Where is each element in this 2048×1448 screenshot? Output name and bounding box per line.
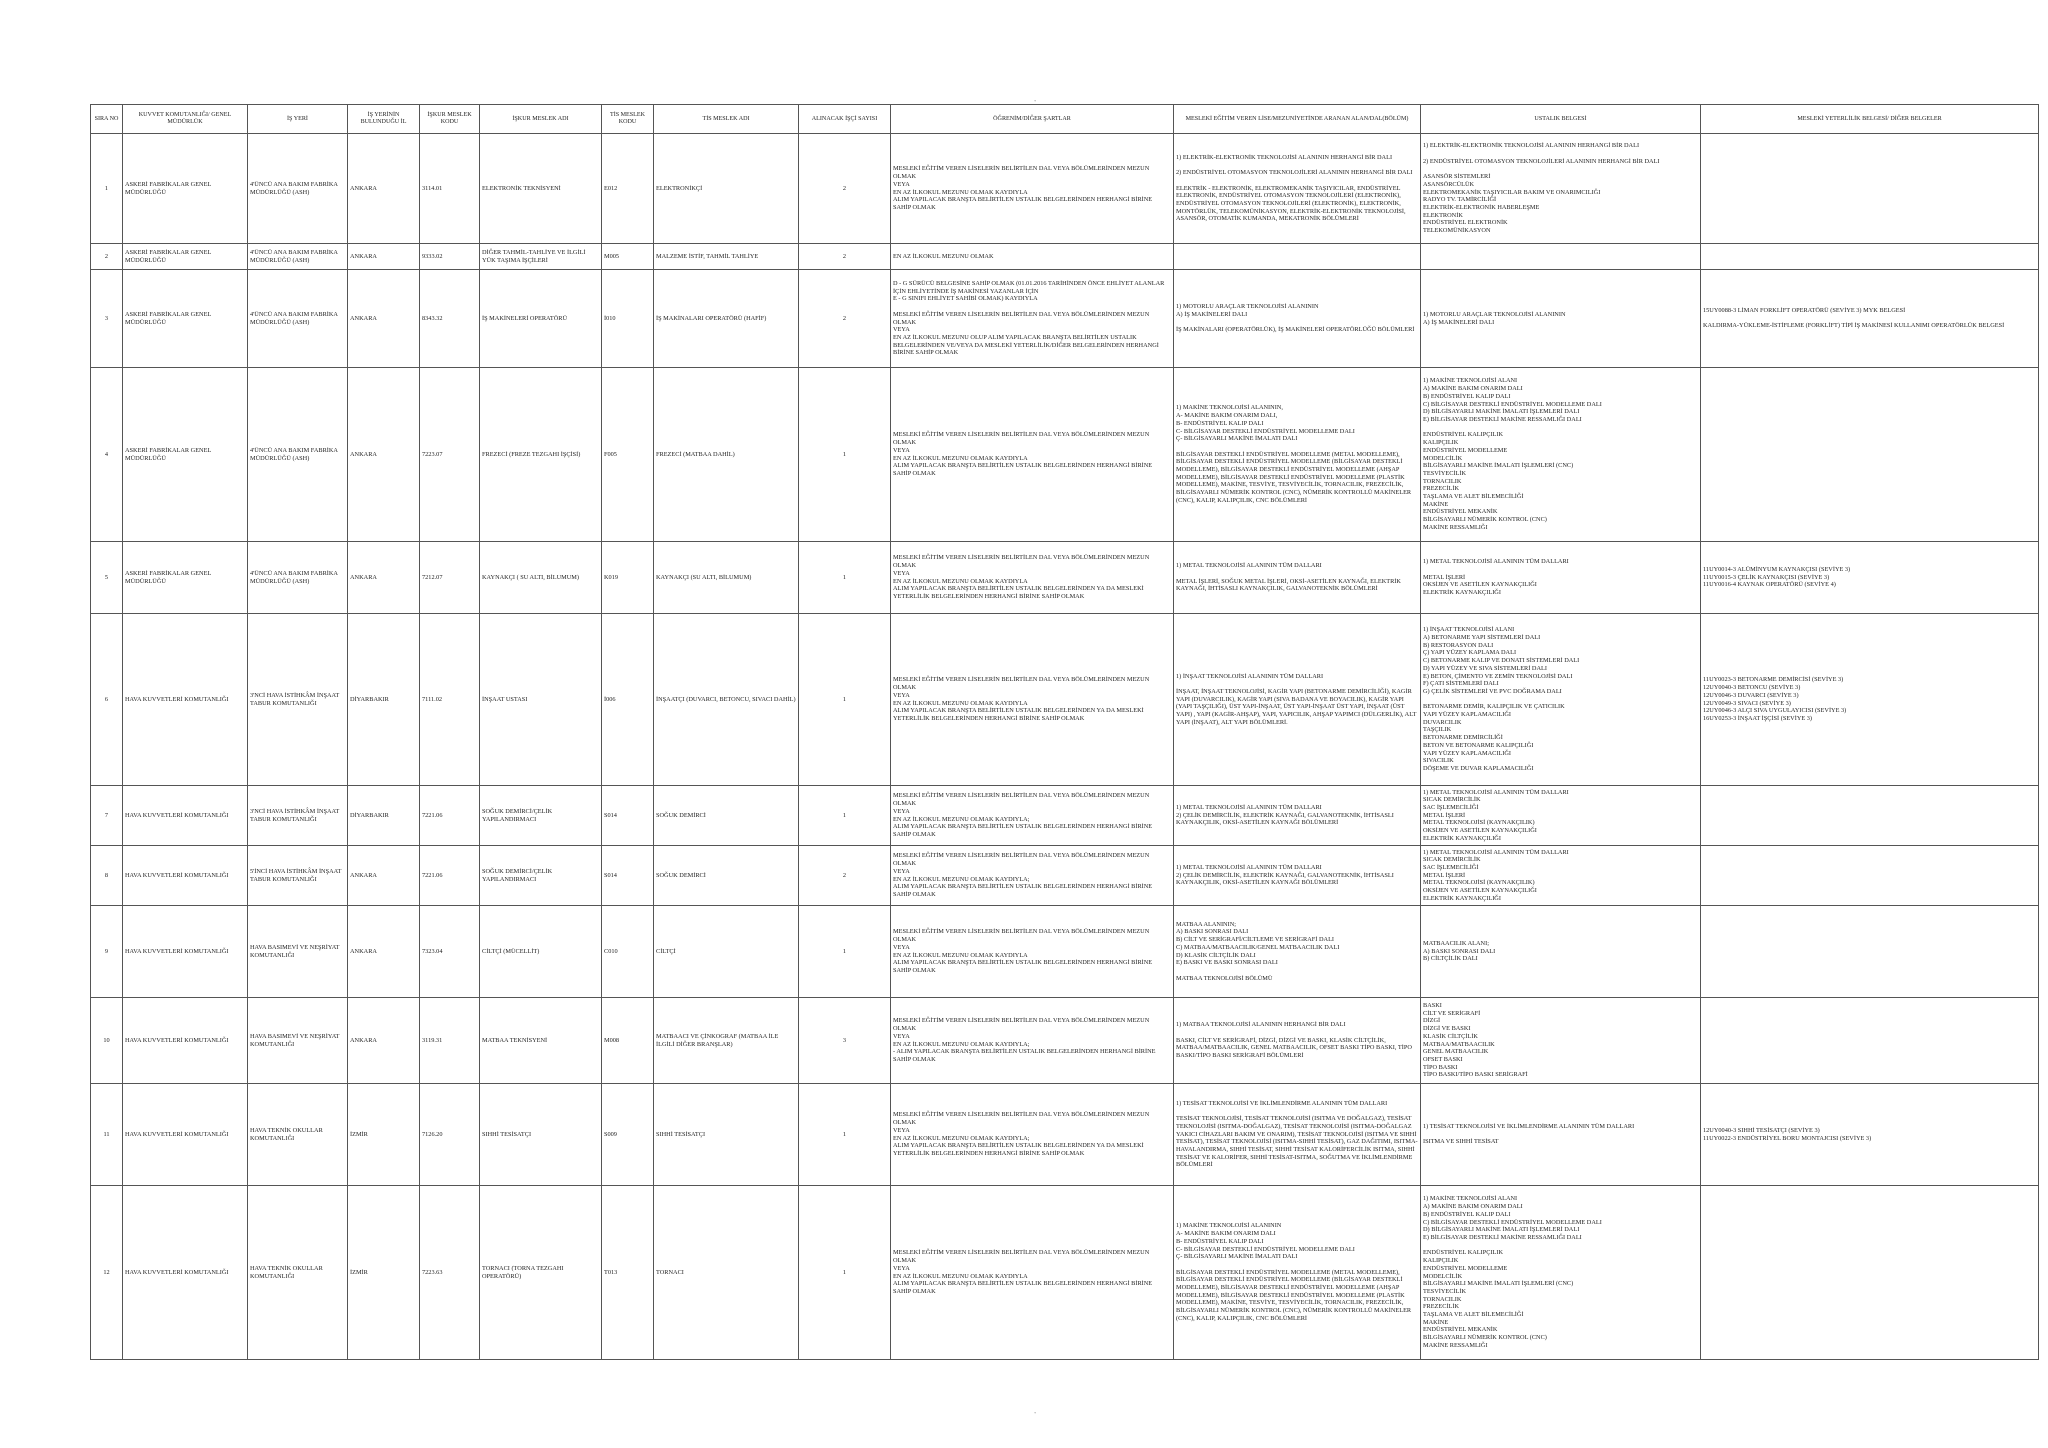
page-mark-bottom: ' <box>1034 1412 1036 1418</box>
cell-iskur-ad: TORNACI (TORNA TEZGAHI OPERATÖRÜ) <box>480 1186 602 1360</box>
page-mark-top: ' <box>1034 100 1036 106</box>
table-row <box>91 614 2039 786</box>
cell-iskur-kod: 7223.63 <box>420 1186 480 1360</box>
cell-tis-kod: F005 <box>602 368 654 542</box>
cell-il: İZMİR <box>348 1186 420 1360</box>
cell-alan-dal: MATBAA ALANININ; A) BASKI SONRASI DALI B) CİLT VE SERİGRAFİ/CİLTLEME VE SERİGRAFİ DALI C) MATBAA/MATBAACILIK/GENEL MATBAACILIK DALI D) KLASİK CİLTÇİLİK DALI E) BASKI VE BASKI SONRASI DALI MATBAA TEKNOLOJİSİ BÖLÜMÜ <box>1174 906 1421 998</box>
header-isyeri: İŞ YERİ <box>248 105 348 134</box>
cell-isyeri: 4'ÜNCÜ ANA BAKIM FABRİKA MÜDÜRLÜĞÜ (ASH) <box>248 368 348 542</box>
cell-belgeler: 11UY0023-3 BETONARME DEMİRCİSİ (SEVİYE 3) 12UY0040-3 BETONCU (SEVİYE 3) 12UY0046-3 DUVARCI (SEVİYE 3) 12UY0049-3 SIVACI (SEVİYE 3) 12UY0046-3 ALÇI SIVA UYGULAYICISI (SEVİYE 3) 16UY0253-3 İNŞAAT İŞÇİSİ (SEVİYE 3) <box>1701 614 2039 786</box>
table-row <box>91 786 2039 846</box>
cell-iskur-ad: KAYNAKÇI ( SU ALTI, BİLUMUM) <box>480 542 602 614</box>
cell-belgeler <box>1701 1186 2039 1360</box>
cell-ustalik: 1) ELEKTRİK-ELEKTRONİK TEKNOLOJİSİ ALANININ HERHANGİ BİR DALI 2) ENDÜSTRİYEL OTOMASYON TEKNOLOJİLERİ ALANININ HERHANGİ BİR DALI ASANSÖR SİSTEMLERİ ASANSÖRCÜLÜK ELEKTROMEKANİK TAŞIYICILAR BAKIM VE ONARIMCILIĞI RADYO TV. TAMİRCİLİĞİ ELEKTRİK-ELEKTRONİK HABERLEŞME ELEKTRONİK ENDÜSTRİYEL ELEKTRONİK TELEKOMÜNİKASYON <box>1421 134 1701 244</box>
cell-belgeler <box>1701 244 2039 270</box>
cell-iskur-kod: 9333.02 <box>420 244 480 270</box>
cell-isci-sayisi: 1 <box>799 614 891 786</box>
cell-tis-ad: MATBAACI VE ÇİNKOGRAF (MATBAA İLE İLGİLİ DİĞER BRANŞLAR) <box>654 998 799 1084</box>
cell-alan-dal: 1) MAKİNE TEKNOLOJİSİ ALANININ, A- MAKİNE BAKIM ONARIM DALI, B- ENDÜSTRİYEL KALIP DALI C- BİLGİSAYAR DESTEKLİ ENDÜSTRİYEL MODELLEME DALI Ç- BİLGİSAYARLI MAKİNE İMALATI DALI BİLGİSAYAR DESTEKLİ ENDÜSTRİYEL MODELLEME (METAL MODELLEME), BİLGİSAYAR DESTEKLİ ENDÜSTRİYEL MODELLEME (BİLGİSAYAR DESTEKLİ MODELLEME), BİLGİSAYAR DESTEKLİ ENDÜSTRİYEL MODELLEME (AHŞAP MODELLEME), BİLGİSAYAR DESTEKLİ ENDÜSTRİYEL MODELLEME (PLASTİK MODELLEME), MAKİNE, TESVİYE, TESVİYECİLİK, TORNACILIK, FREZECİLİK, BİLGİSAYARLI NÜMERİK KONTROL (CNC), NÜMERİK KONTROLLÜ MAKİNELER (CNC), KALIP, KALIPÇILIK, CNC BÖLÜMLERİ <box>1174 368 1421 542</box>
header-belgeler: MESLEKİ YETERLİLİK BELGESİ/ DİĞER BELGELER <box>1701 105 2039 134</box>
cell-iskur-kod: 7221.06 <box>420 786 480 846</box>
cell-tis-kod: İ010 <box>602 270 654 368</box>
cell-tis-ad: MALZEME İSTİF, TAHMİL TAHLİYE <box>654 244 799 270</box>
cell-isci-sayisi: 1 <box>799 786 891 846</box>
cell-iskur-ad: SOĞUK DEMİRCİ/ÇELİK YAPILANDIRMACI <box>480 846 602 906</box>
cell-il: DİYARBAKIR <box>348 614 420 786</box>
cell-ogrenim: MESLEKİ EĞİTİM VEREN LİSELERİN BELİRTİLEN DAL VEYA BÖLÜMLERİNDEN MEZUN OLMAK VEYA EN AZ İLKOKUL MEZUNU OLMAK KAYDIYLA ALIM YAPILACAK BRANŞTA BELİRTİLEN USTALIK BELGELERİNDEN YA DA MESLEKİ YETERLİLİK BELGELERİNDEN HERHANGİ BİRİNE SAHİP OLMAK <box>891 614 1174 786</box>
table-row <box>91 906 2039 998</box>
cell-il: ANKARA <box>348 906 420 998</box>
cell-tis-kod: S014 <box>602 786 654 846</box>
cell-il: ANKARA <box>348 542 420 614</box>
cell-ustalik: 1) TESİSAT TEKNOLOJİSİ VE İKLİMLENDİRME ALANININ TÜM DALLARI ISITMA VE SIHHİ TESİSAT <box>1421 1084 1701 1186</box>
header-ustalik: USTALIK BELGESİ <box>1421 105 1701 134</box>
cell-ustalik: MATBAACILIK ALANI; A) BASKI SONRASI DALI B) CİLTÇİLİK DALI <box>1421 906 1701 998</box>
table-row <box>91 542 2039 614</box>
table-row <box>91 368 2039 542</box>
cell-belgeler <box>1701 134 2039 244</box>
cell-tis-kod: M008 <box>602 998 654 1084</box>
cell-ogrenim: MESLEKİ EĞİTİM VEREN LİSELERİN BELİRTİLEN DAL VEYA BÖLÜMLERİNDEN MEZUN OLMAK VEYA EN AZ İLKOKUL MEZUNU OLMAK KAYDIYLA; ALIM YAPILACAK BRANŞTA BELİRTİLEN USTALIK BELGELERİNDEN YA DA MESLEKİ YETERLİLİK BELGELERİNDEN HERHANGİ BİRİNE SAHİP OLMAK <box>891 1084 1174 1186</box>
cell-belgeler: 15UY0088-3 LİMAN FORKLİFT OPERATÖRÜ (SEVİYE 3) MYK BELGESİ KALDIRMA-YÜKLEME-İSTİFLEME (FORKLİFT) TİPİ İŞ MAKİNESİ KULLANIMI OPERATÖRLÜK BELGESİ <box>1701 270 2039 368</box>
cell-belgeler <box>1701 998 2039 1084</box>
cell-il: ANKARA <box>348 846 420 906</box>
header-isci-sayisi: ALINACAK İŞÇİ SAYISI <box>799 105 891 134</box>
cell-isyeri: HAVA TEKNİK OKULLAR KOMUTANLIĞI <box>248 1084 348 1186</box>
header-il: İŞ YERİNİN BULUNDUĞU İL <box>348 105 420 134</box>
cell-alan-dal: 1) MOTORLU ARAÇLAR TEKNOLOJİSİ ALANININ A) İŞ MAKİNELERİ DALI İŞ MAKİNALARI (OPERATÖRLÜK), İŞ MAKİNELERİ OPERATÖRLÜĞÜ BÖLÜMLERİ <box>1174 270 1421 368</box>
header-iskur-ad: İŞKUR MESLEK ADI <box>480 105 602 134</box>
cell-tis-ad: SIHHİ TESİSATÇI <box>654 1084 799 1186</box>
cell-iskur-ad: CİLTÇİ (MÜCELLİT) <box>480 906 602 998</box>
table-row <box>91 270 2039 368</box>
cell-isci-sayisi: 2 <box>799 244 891 270</box>
cell-ustalik: 1) MOTORLU ARAÇLAR TEKNOLOJİSİ ALANININ A) İŞ MAKİNELERİ DALI <box>1421 270 1701 368</box>
cell-isyeri: 3'NCİ HAVA İSTİHKÂM İNŞAAT TABUR KOMUTANLIĞI <box>248 614 348 786</box>
cell-tis-ad: İNŞAATÇI (DUVARCI, BETONCU, SIVACI DAHİL) <box>654 614 799 786</box>
cell-iskur-ad: FREZECİ (FREZE TEZGAHI İŞÇİSİ) <box>480 368 602 542</box>
cell-il: ANKARA <box>348 244 420 270</box>
cell-tis-kod: S009 <box>602 1084 654 1186</box>
cell-sira-no: 12 <box>91 1186 123 1360</box>
cell-isci-sayisi: 3 <box>799 998 891 1084</box>
table-row <box>91 998 2039 1084</box>
cell-kuvvet: ASKERİ FABRİKALAR GENEL MÜDÜRLÜĞÜ <box>123 270 248 368</box>
cell-kuvvet: ASKERİ FABRİKALAR GENEL MÜDÜRLÜĞÜ <box>123 542 248 614</box>
cell-sira-no: 6 <box>91 614 123 786</box>
cell-iskur-kod: 8343.32 <box>420 270 480 368</box>
cell-tis-ad: İŞ MAKİNALARI OPERATÖRÜ (HAFİF) <box>654 270 799 368</box>
cell-kuvvet: HAVA KUVVETLERİ KOMUTANLIĞI <box>123 906 248 998</box>
cell-sira-no: 1 <box>91 134 123 244</box>
header-sira-no: SIRA NO <box>91 105 123 134</box>
table-row <box>91 244 2039 270</box>
cell-ogrenim: EN AZ İLKOKUL MEZUNU OLMAK <box>891 244 1174 270</box>
cell-iskur-kod: 7221.06 <box>420 846 480 906</box>
cell-iskur-kod: 7323.04 <box>420 906 480 998</box>
cell-isyeri: HAVA TEKNİK OKULLAR KOMUTANLIĞI <box>248 1186 348 1360</box>
header-ogrenim: ÖĞRENİM/DİĞER ŞARTLAR <box>891 105 1174 134</box>
header-tis-ad: TİS MESLEK ADI <box>654 105 799 134</box>
cell-iskur-ad: SIHHİ TESİSATÇI <box>480 1084 602 1186</box>
table-header-row <box>91 105 2039 134</box>
cell-ustalik: BASKI CİLT VE SERİGRAFİ DİZGİ DİZGİ VE BASKI KLASİK CİLTÇİLİK MATBAA/MATBAACILIK GENEL MATBAACILIK OFSET BASKI TİPO BASKI TİPO BASKI/TİPO BASKI SERİGRAFİ <box>1421 998 1701 1084</box>
cell-alan-dal: 1) MATBAA TEKNOLOJİSİ ALANININ HERHANGİ BİR DALI BASKI, CİLT VE SERİGRAFİ, DİZGİ, DİZGİ VE BASKI, KLASİK CİLTÇİLİK, MATBAA/MATBAACILIK, GENEL MATBAACILIK, OFSET BASKI TİPO BASKI, TİPO BASKI/TİPO BASKI SERİGRAFİ BÖLÜMLERİ <box>1174 998 1421 1084</box>
cell-sira-no: 9 <box>91 906 123 998</box>
cell-tis-ad: SOĞUK DEMİRCİ <box>654 846 799 906</box>
cell-ustalik: 1) İNŞAAT TEKNOLOJİSİ ALANI A) BETONARME YAPI SİSTEMLERİ DALI B) RESTORASYON DALI Ç) YAPI YÜZEY KAPLAMA DALI C) BETONARME KALIP VE DONATI SİSTEMLERİ DALI D) YAPI YÜZEY VE SIVA SİSTEMLERİ DALI E) BETON, ÇİMENTO VE ZEMİN TEKNOLOJİSİ DALI F) ÇATI SİSTEMLERİ DALI G) ÇELİK SİSTEMLERİ VE PVC DOĞRAMA DALI BETONARME DEMİR, KALIPÇILIK VE ÇATICILIK YAPI YÜZEY KAPLAMACILIĞI DUVARCILIK TAŞÇILIK BETONARME DEMİRCİLİĞİ BETON VE BETONARME KALIPÇILIĞI YAPI YÜZEY KAPLAMACILIĞI SIVACILIK DÖŞEME VE DUVAR KAPLAMACILIĞI <box>1421 614 1701 786</box>
cell-isyeri: 4'ÜNCÜ ANA BAKIM FABRİKA MÜDÜRLÜĞÜ (ASH) <box>248 542 348 614</box>
cell-il: ANKARA <box>348 368 420 542</box>
cell-ustalik: 1) MAKİNE TEKNOLOJİSİ ALANI A) MAKİNE BAKIM ONARIM DALI B) ENDÜSTRİYEL KALIP DALI C) BİLGİSAYAR DESTEKLİ ENDÜSTRİYEL MODELLEME DALI D) BİLGİSAYARLI MAKİNE İMALATI İŞLEMLERİ DALI E) BİLGİSAYAR DESTEKLİ MAKİNE RESSAMLIĞI DALI ENDÜSTRİYEL KALIPÇILIK KALIPÇILIK ENDÜSTRİYEL MODELLEME MODELCİLİK BİLGİSAYARLI MAKİNE İMALATI İŞLEMLERİ (CNC) TESVİYECİLİK TORNACILIK FREZECİLİK TAŞLAMA VE ALET BİLEMECİLİĞİ MAKİNE ENDÜSTRİYEL MEKANİK BİLGİSAYARLI NÜMERİK KONTROL (CNC) MAKİNE RESSAMLIĞI <box>1421 368 1701 542</box>
cell-alan-dal: 1) ELEKTRİK-ELEKTRONİK TEKNOLOJİSİ ALANININ HERHANGİ BİR DALI 2) ENDÜSTRİYEL OTOMASYON TEKNOLOJİLERİ ALANININ HERHANGİ BİR DALI ELEKTRİK - ELEKTRONİK, ELEKTROMEKANİK TAŞIYICILAR, ENDÜSTRİYEL ELEKTRONİK, ENDÜSTRİYEL OTOMASYON TEKNOLOJİLERİ (ELEKTRONİK), ENDÜSTRİYEL OTOMASYON TEKNOLOJİLERİ (ELEKTRONİK), ELEKTRONİK, MONTÖRLÜK, TELEKOMÜNİKASYON, ELEKTRİK-ELEKTRONİK TEKNOLOJİSİ, ASANSÖR, OTOMATİK KUMANDA, MEKATRONİK BÖLÜMLERİ <box>1174 134 1421 244</box>
cell-iskur-kod: 7111.02 <box>420 614 480 786</box>
cell-kuvvet: HAVA KUVVETLERİ KOMUTANLIĞI <box>123 614 248 786</box>
job-listing-table <box>90 104 2039 1360</box>
cell-il: ANKARA <box>348 998 420 1084</box>
cell-ogrenim: MESLEKİ EĞİTİM VEREN LİSELERİN BELİRTİLEN DAL VEYA BÖLÜMLERİNDEN MEZUN OLMAK VEYA EN AZ İLKOKUL MEZUNU OLMAK KAYDIYLA ALIM YAPILACAK BRANŞTA BELİRTİLEN USTALIK BELGELERİNDEN HERHANGİ BİRİNE SAHİP OLMAK <box>891 906 1174 998</box>
cell-belgeler <box>1701 368 2039 542</box>
cell-iskur-ad: SOĞUK DEMİRCİ/ÇELİK YAPILANDIRMACI <box>480 786 602 846</box>
cell-tis-ad: CİLTÇİ <box>654 906 799 998</box>
cell-belgeler <box>1701 906 2039 998</box>
header-kuvvet: KUVVET KOMUTANLIĞI/ GENEL MÜDÜRLÜK <box>123 105 248 134</box>
cell-tis-kod: K019 <box>602 542 654 614</box>
cell-iskur-kod: 7126.20 <box>420 1084 480 1186</box>
cell-isci-sayisi: 1 <box>799 1186 891 1360</box>
cell-ogrenim: MESLEKİ EĞİTİM VEREN LİSELERİN BELİRTİLEN DAL VEYA BÖLÜMLERİNDEN MEZUN OLMAK VEYA EN AZ İLKOKUL MEZUNU OLMAK KAYDIYLA ALIM YAPILACAK BRANŞTA BELİRTİLEN USTALIK BELGELERİNDEN HERHANGİ BİRİNE SAHİP OLMAK <box>891 1186 1174 1360</box>
cell-iskur-kod: 7223.07 <box>420 368 480 542</box>
cell-il: ANKARA <box>348 270 420 368</box>
cell-sira-no: 3 <box>91 270 123 368</box>
cell-ogrenim: MESLEKİ EĞİTİM VEREN LİSELERİN BELİRTİLEN DAL VEYA BÖLÜMLERİNDEN MEZUN OLMAK VEYA EN AZ İLKOKUL MEZUNU OLMAK KAYDIYLA ALIM YAPILACAK BRANŞTA BELİRTİLEN USTALIK BELGELERİNDEN HERHANGİ BİRİNE SAHİP OLMAK <box>891 368 1174 542</box>
cell-sira-no: 4 <box>91 368 123 542</box>
cell-tis-ad: SOĞUK DEMİRCİ <box>654 786 799 846</box>
cell-kuvvet: ASKERİ FABRİKALAR GENEL MÜDÜRLÜĞÜ <box>123 244 248 270</box>
cell-ogrenim: MESLEKİ EĞİTİM VEREN LİSELERİN BELİRTİLEN DAL VEYA BÖLÜMLERİNDEN MEZUN OLMAK VEYA EN AZ İLKOKUL MEZUNU OLMAK KAYDIYLA; ALIM YAPILACAK BRANŞTA BELİRTİLEN USTALIK BELGELERİNDEN HERHANGİ BİRİNE SAHİP OLMAK <box>891 846 1174 906</box>
cell-iskur-kod: 3114.01 <box>420 134 480 244</box>
table-row <box>91 1186 2039 1360</box>
header-iskur-kod: İŞKUR MESLEK KODU <box>420 105 480 134</box>
cell-tis-ad: KAYNAKÇI (SU ALTI, BİLUMUM) <box>654 542 799 614</box>
cell-iskur-ad: İNŞAAT USTASI <box>480 614 602 786</box>
cell-alan-dal: 1) METAL TEKNOLOJİSİ ALANININ TÜM DALLARI 2) ÇELİK DEMİRCİLİK, ELEKTRİK KAYNAĞI, GALVANOTEKNİK, İHTİSASLI KAYNAKÇILIK, OKSİ-ASETİLEN KAYNAĞI BÖLÜMLERİ <box>1174 786 1421 846</box>
cell-alan-dal: 1) MAKİNE TEKNOLOJİSİ ALANININ A- MAKİNE BAKIM ONARIM DALI B- ENDÜSTRİYEL KALIP DALI C- BİLGİSAYAR DESTEKLİ ENDÜSTRİYEL MODELLEME DALI Ç- BİLGİSAYARLI MAKİNE İMALATI DALI BİLGİSAYAR DESTEKLİ ENDÜSTRİYEL MODELLEME (METAL MODELLEME), BİLGİSAYAR DESTEKLİ ENDÜSTRİYEL MODELLEME (BİLGİSAYAR DESTEKLİ MODELLEME), BİLGİSAYAR DESTEKLİ ENDÜSTRİYEL MODELLEME (AHŞAP MODELLEME), BİLGİSAYAR DESTEKLİ ENDÜSTRİYEL MODELLEME (PLASTİK MODELLEME), MAKİNE, TESVİYE, TESVİYECİLİK, TORNACILIK, FREZECİLİK, BİLGİSAYARLI NÜMERİK KONTROL (CNC), NÜMERİK KONTROLLÜ MAKİNELER (CNC), KALIP, KALIPÇILIK, CNC BÖLÜMLERİ <box>1174 1186 1421 1360</box>
cell-kuvvet: HAVA KUVVETLERİ KOMUTANLIĞI <box>123 1186 248 1360</box>
cell-isyeri: 4'ÜNCÜ ANA BAKIM FABRİKA MÜDÜRLÜĞÜ (ASH) <box>248 270 348 368</box>
cell-ogrenim: MESLEKİ EĞİTİM VEREN LİSELERİN BELİRTİLEN DAL VEYA BÖLÜMLERİNDEN MEZUN OLMAK VEYA EN AZ İLKOKUL MEZUNU OLMAK KAYDIYLA ALIM YAPILACAK BRANŞTA BELİRTİLEN USTALIK BELGELERİNDEN YA DA MESLEKİ YETERLİLİK BELGELERİNDEN HERHANGİ BİRİNE SAHİP OLMAK <box>891 542 1174 614</box>
cell-sira-no: 8 <box>91 846 123 906</box>
cell-isyeri: 4'ÜNCÜ ANA BAKIM FABRİKA MÜDÜRLÜĞÜ (ASH) <box>248 134 348 244</box>
cell-ustalik <box>1421 244 1701 270</box>
cell-kuvvet: HAVA KUVVETLERİ KOMUTANLIĞI <box>123 846 248 906</box>
cell-iskur-ad: MATBAA TEKNİSYENİ <box>480 998 602 1084</box>
cell-tis-kod: T013 <box>602 1186 654 1360</box>
cell-tis-ad: FREZECİ (MATBAA DAHİL) <box>654 368 799 542</box>
cell-iskur-ad: İŞ MAKİNELERİ OPERATÖRÜ <box>480 270 602 368</box>
cell-ustalik: 1) METAL TEKNOLOJİSİ ALANININ TÜM DALLARI METAL İŞLERİ OKSİJEN VE ASETİLEN KAYNAKÇILIĞI ELEKTRİK KAYNAKÇILIĞI <box>1421 542 1701 614</box>
cell-sira-no: 2 <box>91 244 123 270</box>
cell-ustalik: 1) METAL TEKNOLOJİSİ ALANININ TÜM DALLARI SICAK DEMİRCİLİK SAC İŞLEMECİLİĞİ METAL İŞLERİ METAL TEKNOLOJİSİ (KAYNAKÇILIK) OKSİJEN VE ASETİLEN KAYNAKÇILIĞI ELEKTRİK KAYNAKÇILIĞI <box>1421 786 1701 846</box>
cell-isci-sayisi: 1 <box>799 368 891 542</box>
cell-ustalik: 1) MAKİNE TEKNOLOJİSİ ALANI A) MAKİNE BAKIM ONARIM DALI B) ENDÜSTRİYEL KALIP DALI C) BİLGİSAYAR DESTEKLİ ENDÜSTRİYEL MODELLEME DALI D) BİLGİSAYARLI MAKİNE İMALATI İŞLEMLERİ DALI E) BİLGİSAYAR DESTEKLİ MAKİNE RESSAMLIĞI DALI ENDÜSTRİYEL KALIPÇILIK KALIPÇILIK ENDÜSTRİYEL MODELLEME MODELCİLİK BİLGİSAYARLI MAKİNE İMALATI İŞLEMLERİ (CNC) TESVİYECİLİK TORNACILIK FREZECİLİK TAŞLAMA VE ALET BİLEMECİLİĞİ MAKİNE ENDÜSTRİYEL MEKANİK BİLGİSAYARLI NÜMERİK KONTROL (CNC) MAKİNE RESSAMLIĞI <box>1421 1186 1701 1360</box>
cell-tis-kod: S014 <box>602 846 654 906</box>
cell-tis-ad: TORNACI <box>654 1186 799 1360</box>
cell-tis-ad: ELEKTRONİKÇİ <box>654 134 799 244</box>
cell-ogrenim: MESLEKİ EĞİTİM VEREN LİSELERİN BELİRTİLEN DAL VEYA BÖLÜMLERİNDEN MEZUN OLMAK VEYA EN AZ İLKOKUL MEZUNU OLMAK KAYDIYLA ALIM YAPILACAK BRANŞTA BELİRTİLEN USTALIK BELGELERİNDEN HERHANGİ BİRİNE SAHİP OLMAK <box>891 134 1174 244</box>
cell-tis-kod: E012 <box>602 134 654 244</box>
cell-iskur-ad: ELEKTRONİK TEKNİSYENİ <box>480 134 602 244</box>
cell-ogrenim: D - G SÜRÜCÜ BELGESİNE SAHİP OLMAK (01.01.2016 TARİHİNDEN ÖNCE EHLİYET ALANLAR İÇİN EHLİYETİNDE İŞ MAKİNESİ YAZANLAR İÇİN E - G SINIFI EHLİYET SAHİBİ OLMAK) KAYDIYLA MESLEKİ EĞİTİM VEREN LİSELERİN BELİRTİLEN DAL VEYA BÖLÜMLERİNDEN MEZUN OLMAK VEYA EN AZ İLKOKUL MEZUNU OLUP ALIM YAPILACAK BRANŞTA BELİRTİLEN USTALIK BELGELERİNDEN VE/VEYA DA MESLEKİ YETERLİLİK/DİĞER BELGELERİNDEN HERHANGİ BİRİNE SAHİP OLMAK <box>891 270 1174 368</box>
table-row <box>91 1084 2039 1186</box>
cell-isci-sayisi: 2 <box>799 134 891 244</box>
cell-kuvvet: HAVA KUVVETLERİ KOMUTANLIĞI <box>123 998 248 1084</box>
cell-alan-dal: 1) METAL TEKNOLOJİSİ ALANININ TÜM DALLARI METAL İŞLERİ, SOĞUK METAL İŞLERİ, OKSİ-ASETİLEN KAYNAĞI, ELEKTRİK KAYNAĞI, İHTİSASLI KAYNAKÇILIK, GALVANOTEKNİK BÖLÜMLERİ <box>1174 542 1421 614</box>
cell-ogrenim: MESLEKİ EĞİTİM VEREN LİSELERİN BELİRTİLEN DAL VEYA BÖLÜMLERİNDEN MEZUN OLMAK VEYA EN AZ İLKOKUL MEZUNU OLMAK KAYDIYLA; ALIM YAPILACAK BRANŞTA BELİRTİLEN USTALIK BELGELERİNDEN HERHANGİ BİRİNE SAHİP OLMAK <box>891 786 1174 846</box>
cell-belgeler: 12UY0040-3 SIHHİ TESİSATÇI (SEVİYE 3) 11UY0022-3 ENDÜSTRİYEL BORU MONTAJCISI (SEVİYE 3) <box>1701 1084 2039 1186</box>
cell-isci-sayisi: 1 <box>799 906 891 998</box>
cell-iskur-kod: 3119.31 <box>420 998 480 1084</box>
cell-belgeler <box>1701 846 2039 906</box>
cell-tis-kod: İ006 <box>602 614 654 786</box>
cell-ogrenim: MESLEKİ EĞİTİM VEREN LİSELERİN BELİRTİLEN DAL VEYA BÖLÜMLERİNDEN MEZUN OLMAK VEYA EN AZ İLKOKUL MEZUNU OLMAK KAYDIYLA; - ALIM YAPILACAK BRANŞTA BELİRTİLEN USTALIK BELGELERİNDEN HERHANGİ BİRİNE SAHİP OLMAK <box>891 998 1174 1084</box>
cell-isyeri: 5'İNCİ HAVA İSTİHKÂM İNŞAAT TABUR KOMUTANLIĞI <box>248 846 348 906</box>
cell-isci-sayisi: 2 <box>799 846 891 906</box>
cell-kuvvet: ASKERİ FABRİKALAR GENEL MÜDÜRLÜĞÜ <box>123 368 248 542</box>
cell-tis-kod: M005 <box>602 244 654 270</box>
cell-sira-no: 5 <box>91 542 123 614</box>
cell-il: ANKARA <box>348 134 420 244</box>
cell-isyeri: 3'NCİ HAVA İSTİHKÂM İNŞAAT TABUR KOMUTANLIĞI <box>248 786 348 846</box>
cell-belgeler <box>1701 786 2039 846</box>
header-tis-kod: TİS MESLEK KODU <box>602 105 654 134</box>
cell-il: İZMİR <box>348 1084 420 1186</box>
cell-tis-kod: C010 <box>602 906 654 998</box>
cell-kuvvet: ASKERİ FABRİKALAR GENEL MÜDÜRLÜĞÜ <box>123 134 248 244</box>
cell-alan-dal <box>1174 244 1421 270</box>
cell-isci-sayisi: 1 <box>799 1084 891 1186</box>
cell-iskur-ad: DİĞER TAHMİL-TAHLİYE VE İLGİLİ YÜK TAŞIMA İŞÇİLERİ <box>480 244 602 270</box>
cell-kuvvet: HAVA KUVVETLERİ KOMUTANLIĞI <box>123 786 248 846</box>
cell-isci-sayisi: 1 <box>799 542 891 614</box>
table-row <box>91 846 2039 906</box>
cell-il: DİYARBAKIR <box>348 786 420 846</box>
cell-isyeri: HAVA BASIMEVİ VE NEŞRİYAT KOMUTANLIĞI <box>248 906 348 998</box>
cell-alan-dal: 1) TESİSAT TEKNOLOJİSİ VE İKLİMLENDİRME ALANININ TÜM DALLARI TESİSAT TEKNOLOJİSİ, TESİSAT TEKNOLOJİSİ (ISITMA VE DOĞALGAZ), TESİSAT TEKNOLOJİSİ (ISITMA-DOĞALGAZ), TESİSAT TEKNOLOJİSİ (ISITMA-DOĞALGAZ YAKICI CİHAZLARI BAKIM VE ONARIM), TESİSAT TEKNOLOJİSİ (ISITMA VE SIHHİ TESİSAT), TESİSAT TEKNOLOJİSİ (ISITMA-SIHHİ TESİSAT), GAZ DAĞITIMI, ISITMA-HAVALANDIRMA, SIHHİ TESİSAT, SIHHİ TESİSAT KALORİFERCİLİK ISITMA, SIHHİ TESİSAT VE KALORİFER, SIHHİ TESİSAT-ISITMA, SOĞUTMA VE İKLİMLENDİRME BÖLÜMLERİ <box>1174 1084 1421 1186</box>
cell-kuvvet: HAVA KUVVETLERİ KOMUTANLIĞI <box>123 1084 248 1186</box>
cell-belgeler: 11UY0014-3 ALÜMİNYUM KAYNAKÇISI (SEVİYE 3) 11UY0015-3 ÇELİK KAYNAKÇISI (SEVİYE 3) 11UY0016-4 KAYNAK OPERATÖRÜ (SEVİYE 4) <box>1701 542 2039 614</box>
cell-sira-no: 10 <box>91 998 123 1084</box>
cell-alan-dal: 1) İNŞAAT TEKNOLOJİSİ ALANININ TÜM DALLARI İNŞAAT, İNŞAAT TEKNOLOJİSİ, KAGİR YAPI (BETONARME DEMİRCİLİĞİ), KAGİR YAPI (DUVARCILIK), KAGİR YAPI (SIVA BADANA VE BOYACILIK), KAGİR YAPI (YAPI TAŞÇILIĞI), ÜST YAPI-İNŞAAT, ÜST YAPI-İNŞAAT ÜST YAPI, İNŞAAT (ÜST YAPI) , YAPI (KAGİR-AHŞAP), YAPI, YAPICILIK, AHŞAP YAPIMCI (DÜLGERLİK), ALT YAPI (İNŞAAT), ALT YAPI BÖLÜMLERİ. <box>1174 614 1421 786</box>
cell-isyeri: HAVA BASIMEVİ VE NEŞRİYAT KOMUTANLIĞI <box>248 998 348 1084</box>
cell-alan-dal: 1) METAL TEKNOLOJİSİ ALANININ TÜM DALLARI 2) ÇELİK DEMİRCİLİK, ELEKTRİK KAYNAĞI, GALVANOTEKNİK, İHTİSASLI KAYNAKÇILIK, OKSİ-ASETİLEN KAYNAĞI BÖLÜMLERİ <box>1174 846 1421 906</box>
cell-isci-sayisi: 2 <box>799 270 891 368</box>
cell-iskur-kod: 7212.07 <box>420 542 480 614</box>
cell-isyeri: 4'ÜNCÜ ANA BAKIM FABRİKA MÜDÜRLÜĞÜ (ASH) <box>248 244 348 270</box>
cell-sira-no: 7 <box>91 786 123 846</box>
cell-ustalik: 1) METAL TEKNOLOJİSİ ALANININ TÜM DALLARI SICAK DEMİRCİLİK SAC İŞLEMECİLİĞİ METAL İŞLERİ METAL TEKNOLOJİSİ (KAYNAKÇILIK) OKSİJEN VE ASETİLEN KAYNAKÇILIĞI ELEKTRİK KAYNAKÇILIĞI <box>1421 846 1701 906</box>
cell-sira-no: 11 <box>91 1084 123 1186</box>
table-row <box>91 134 2039 244</box>
header-alan-dal: MESLEKİ EĞİTİM VEREN LİSE/MEZUNİYETİNDE ARANAN ALAN/DAL(BÖLÜM) <box>1174 105 1421 134</box>
